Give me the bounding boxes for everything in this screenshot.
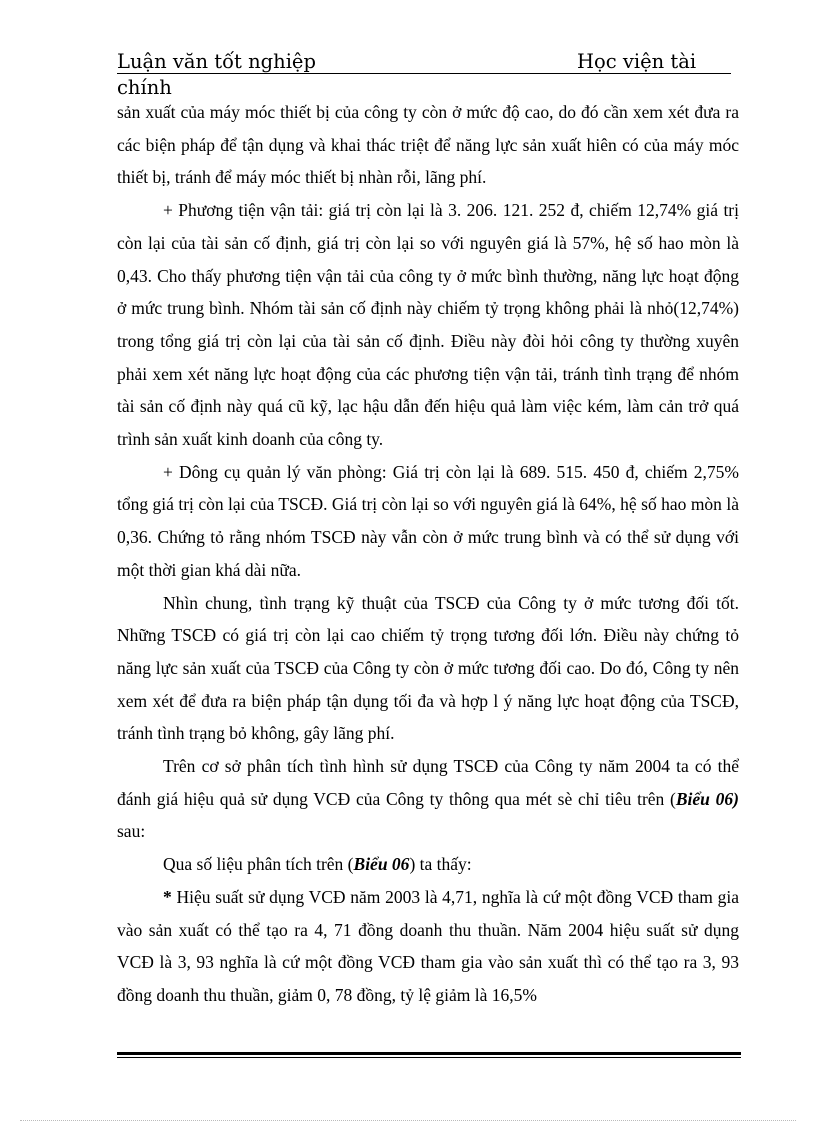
body-text	[117, 96, 739, 1012]
page-header	[117, 50, 731, 74]
header-institution: Học viện tài	[577, 50, 697, 73]
table-reference: Biểu 06	[353, 854, 410, 875]
bullet-star: *	[163, 886, 172, 907]
header-institution-wrap: chính	[117, 76, 172, 99]
header-underline	[117, 73, 731, 74]
paragraph-analysis-tail: sau:	[117, 821, 146, 842]
table-reference: Biểu 06)	[675, 788, 739, 809]
paragraph-observation	[117, 848, 739, 881]
paragraph-transport: + Phương tiện vận tải: giá trị còn lại là 3. 206. 121. 252 đ, chiếm 12,74% giá trị còn lại của tài sản cố định, giá trị còn lại so với nguyên giá là 57%, hệ số hao mòn là 0,43. Cho thấy phương tiện vận tải của công ty ở mức bình thường, năng lực hoạt động ở mức trung bình. Nhóm tài sản cố định này chiếm tỷ trọng không phải là nhỏ(12,74%) trong tổng giá trị còn lại của tài sản cố định. Điều này đòi hỏi công ty thường xuyên phải xem xét năng lực hoạt động của các phương tiện vận tải, tránh tình trạng để nhóm tài sản cố định này quá cũ kỹ, lạc hậu dẫn đến hiệu quả làm việc kém, làm cản trở quá trình sản xuất kinh doanh của công ty.	[117, 200, 739, 450]
paragraph-efficiency	[117, 881, 739, 1012]
paragraph-office-equipment: + Dông cụ quản lý văn phòng: Giá trị còn lại là 689. 515. 450 đ, chiếm 2,75% tổng giá trị còn lại của TSCĐ. Giá trị còn lại so với nguyên giá là 64%, hệ số hao mòn là 0,36. Chứng tỏ rằng nhóm TSCĐ này vẫn còn ở mức trung bình và có thể sử dụng với một thời gian khá dài nữa.	[117, 461, 739, 580]
paragraph-observation-tail: ) ta thấy:	[409, 854, 472, 875]
paragraph-efficiency-text: Hiệu suất sử dụng VCĐ năm 2003 là 4,71, nghĩa là cứ một đồng VCĐ tham gia vào sản xuất có thể tạo ra 4, 71 đồng doanh thu thuần. Năm 2004 hiệu suất sử dụng VCĐ là 3, 93 nghĩa là cứ một đồng VCĐ tham gia vào sản xuất thì có thể tạo ra 3, 93 đồng doanh thu thuần, giảm 0, 78 đồng, tỷ lệ giảm là 16,5%	[117, 886, 739, 1005]
page-bottom-border	[20, 1120, 796, 1121]
paragraph-observation-text: Qua số liệu phân tích trên (	[163, 854, 354, 875]
footer-rule-thick	[117, 1052, 741, 1055]
footer-rule-thin	[117, 1057, 741, 1058]
paragraph-analysis-basis	[117, 750, 739, 848]
paragraph-overall-condition: Nhìn chung, tình trạng kỹ thuật của TSCĐ của Công ty ở mức tương đối tốt. Những TSCĐ có giá trị còn lại cao chiếm tỷ trọng tương đối lớn. Điều này chứng tỏ năng lực sản xuất của TSCĐ của Công ty còn ở mức tương đối cao. Do đó, Công ty nên xem xét để đưa ra biện pháp tận dụng tối đa và hợp l ý năng lực hoạt động của TSCĐ, tránh tình trạng bỏ không, gây lãng phí.	[117, 592, 739, 744]
header-thesis-title: Luận văn tốt nghiệp	[117, 50, 316, 73]
paragraph-continuation: sản xuất của máy móc thiết bị của công ty còn ở mức độ cao, do đó cần xem xét đưa ra các biện pháp để tận dụng và khai thác triệt để năng lực sản xuất hiên có của máy móc thiết bị, tránh để máy móc thiết bị nhàn rỗi, lãng phí.	[117, 102, 739, 188]
paragraph-analysis-text: Trên cơ sở phân tích tình hình sử dụng TSCĐ của Công ty năm 2004 ta có thể đánh giá hiệu quả sử dụng VCĐ của Công ty thông qua mét sè chỉ tiêu trên (	[117, 756, 739, 809]
